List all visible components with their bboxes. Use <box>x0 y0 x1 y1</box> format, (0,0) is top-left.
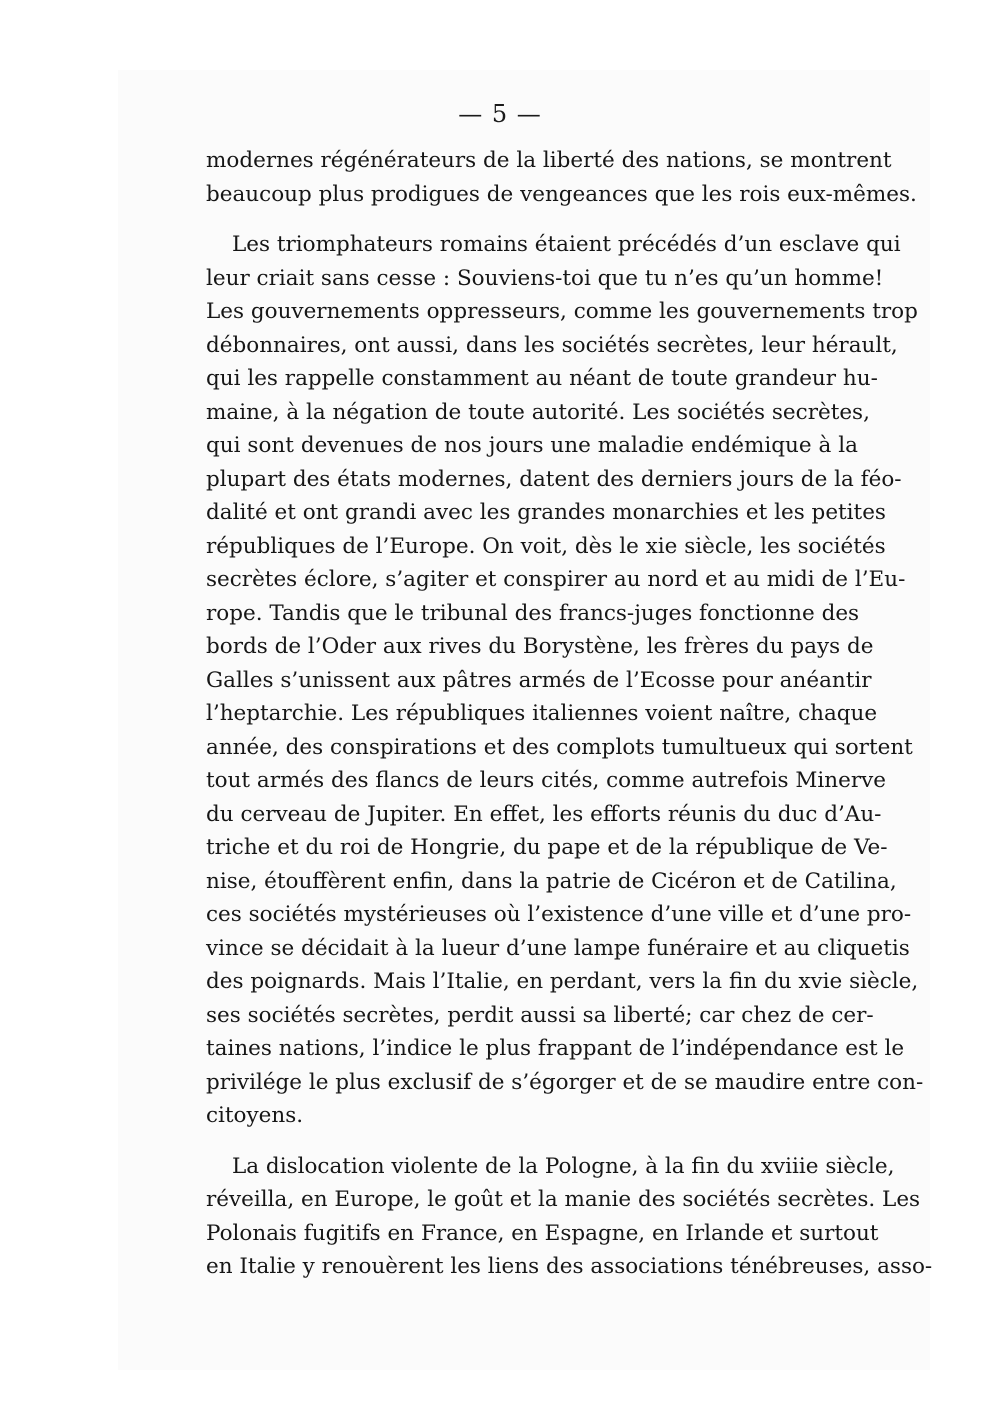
text-line: républiques de l’Europe. On voit, dès le xie siècle, les sociétés <box>206 533 886 559</box>
text-line: La dislocation violente de la Pologne, à la fin du xviiie siècle, <box>232 1153 895 1179</box>
text-line: beaucoup plus prodigues de vengeances que les rois eux-mêmes. <box>206 181 917 207</box>
text-line: Les gouvernements oppresseurs, comme les gouvernements trop <box>206 299 918 324</box>
text-line: des poignards. Mais l’Italie, en perdant, vers la fin du xvie siècle, <box>206 969 919 994</box>
text-line: du cerveau de Jupiter. En effet, les efforts réunis du duc d’Au- <box>206 801 882 827</box>
text-line: en Italie y renouèrent les liens des associations ténébreuses, asso- <box>206 1254 933 1279</box>
text-line: leur criait sans cesse : Souviens-toi que tu n’es qu’un homme! <box>206 265 884 291</box>
text-line: ces sociétés mystérieuses où l’existence d’une ville et d’une pro- <box>206 902 912 927</box>
text-line: dalité et ont grandi avec les grandes monarchies et les petites <box>206 500 886 525</box>
page-number: — 5 — <box>458 100 542 128</box>
body-text <box>206 144 933 1284</box>
text-line: Les triomphateurs romains étaient précédés d’un esclave qui <box>232 232 901 257</box>
paragraph <box>206 144 917 211</box>
text-line: rope. Tandis que le tribunal des francs-juges fonctionne des <box>206 600 860 626</box>
text-line: réveilla, en Europe, le goût et la manie des sociétés secrètes. Les <box>206 1187 921 1212</box>
text-line: maine, à la négation de toute autorité. Les sociétés secrètes, <box>206 399 870 425</box>
text-line: citoyens. <box>206 1103 304 1128</box>
text-line: Galles s’unissent aux pâtres armés de l’Ecosse pour anéantir <box>206 667 872 693</box>
text-line: triche et du roi de Hongrie, du pape et de la république de Ve- <box>206 835 888 860</box>
text-line: débonnaires, ont aussi, dans les sociétés secrètes, leur hérault, <box>206 332 898 358</box>
text-line: privilége le plus exclusif de s’égorger et de se maudire entre con- <box>206 1069 924 1095</box>
paragraph-gap <box>206 211 858 228</box>
text-line: qui les rappelle constamment au néant de toute grandeur hu- <box>206 366 878 391</box>
text-line: plupart des états modernes, datent des derniers jours de la féo- <box>206 466 902 492</box>
paragraph <box>206 1150 933 1284</box>
text-line: tout armés des flancs de leurs cités, comme autrefois Minerve <box>206 768 887 793</box>
text-line: Polonais fugitifs en France, en Espagne, en Irlande et surtout <box>206 1220 879 1246</box>
text-line: l’heptarchie. Les républiques italiennes voient naître, chaque <box>206 701 878 726</box>
text-line: modernes régénérateurs de la liberté des nations, se montrent <box>206 148 892 173</box>
text-line: taines nations, l’indice le plus frappant de l’indépendance est le <box>206 1036 905 1061</box>
text-line: qui sont devenues de nos jours une maladie endémique à la <box>206 433 858 458</box>
text-line: bords de l’Oder aux rives du Borystène, les frères du pays de <box>206 634 874 659</box>
paragraph-gap <box>206 1133 858 1150</box>
text-line: secrètes éclore, s’agiter et conspirer au nord et au midi de l’Eu- <box>206 567 906 592</box>
text-line: vince se décidait à la lueur d’une lampe funéraire et au cliquetis <box>206 935 910 961</box>
text-line: nise, étouffèrent enfin, dans la patrie de Cicéron et de Catilina, <box>206 868 897 894</box>
text-line: ses sociétés secrètes, perdit aussi sa liberté; car chez de cer- <box>206 1002 874 1028</box>
paragraph <box>206 228 924 1133</box>
text-line: année, des conspirations et des complots tumultueux qui sortent <box>206 734 913 760</box>
